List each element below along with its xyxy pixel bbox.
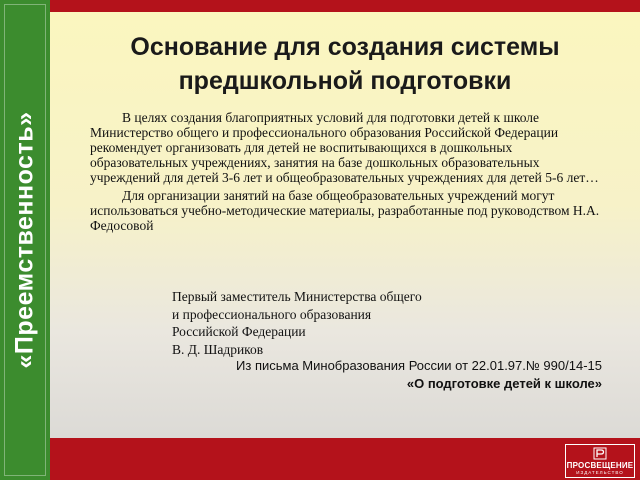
signature-line: В. Д. Шадриков: [172, 341, 264, 357]
logo-subtitle: ИЗДАТЕЛЬСТВО: [576, 470, 624, 475]
publisher-logo: [565, 444, 635, 478]
signature-line: Первый заместитель Министерства общего: [172, 289, 422, 304]
title-line-2: предшкольной подготовки: [178, 67, 512, 95]
logo-name: ПРОСВЕЩЕНИЕ: [566, 461, 634, 470]
source-citation: [236, 357, 602, 393]
publisher-emblem-icon: [593, 447, 607, 460]
side-title: «Преемственность»: [10, 111, 39, 369]
top-red-band: [50, 0, 640, 12]
source-line-1: Из письма Минобразования России от 22.01.97.№ 990/14-15: [236, 358, 602, 373]
bottom-red-band: [50, 438, 640, 480]
paragraph-2: Для организации занятий на базе общеобразовательных учреждений могут использоваться учебно-методические материалы, разработанные под руководством Н.А. Федосовой: [90, 188, 600, 233]
source-line-2: «О подготовке детей к школе»: [406, 376, 602, 391]
left-side-bar: [0, 0, 50, 480]
paragraph-1: В целях создания благоприятных условий для подготовки детей к школе Министерство общего и профессионального образования Российской Федерации рекомендует организовать для детей не воспитывающихся в дошкольных образовательных учреждениях, занятия на базе дошкольных образовательных учреждений для детей 3-6 лет и общеобразовательных учреждениях для детей 5-6 лет…: [90, 110, 599, 185]
slide-title: [50, 30, 640, 98]
signature-line: Российской Федерации: [172, 324, 306, 339]
body-text: [90, 110, 600, 236]
signature-block: [172, 288, 422, 358]
slide-content: [50, 12, 640, 438]
signature-line: и профессионального образования: [172, 306, 372, 322]
title-line-1: Основание для создания системы: [130, 33, 560, 61]
